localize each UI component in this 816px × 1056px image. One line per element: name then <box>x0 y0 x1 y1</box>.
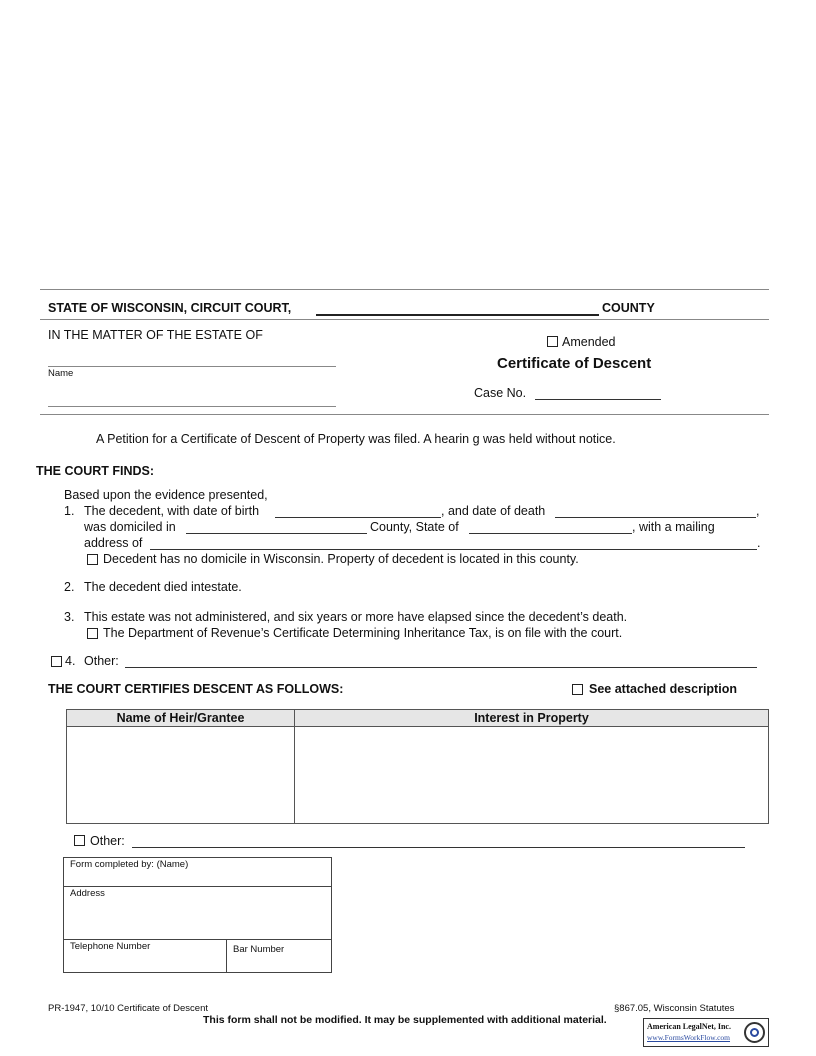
box-rule-1 <box>63 886 332 887</box>
publisher-logo <box>643 1018 769 1047</box>
amended-label: Amended <box>562 335 616 349</box>
case-no-field[interactable] <box>535 399 661 400</box>
header-rule <box>40 319 769 320</box>
telephone-label: Telephone Number <box>70 941 151 952</box>
form-id: PR-1947, 10/10 Certificate of Descent <box>48 1003 209 1014</box>
see-attached-checkbox[interactable] <box>572 684 583 695</box>
box-divider <box>226 939 227 973</box>
no-domicile-checkbox[interactable] <box>87 554 98 565</box>
case-no-label: Case No. <box>474 386 527 400</box>
domicile-state-field[interactable] <box>469 533 632 534</box>
bar-number-label: Bar Number <box>233 944 285 955</box>
table-row <box>67 727 769 824</box>
address-box-label: Address <box>70 888 105 899</box>
completed-by-box <box>63 857 332 973</box>
domicile-county-field[interactable] <box>186 533 367 534</box>
period: . <box>757 536 761 550</box>
estate-matter-label: IN THE MATTER OF THE ESTATE OF <box>48 328 263 342</box>
finding-2-number: 2. <box>64 580 75 594</box>
publisher-seal-icon <box>744 1022 765 1043</box>
not-administered-statement: This estate was not administered, and six years or more have elapsed since the decedent’s death. <box>84 610 628 624</box>
address-label: address of <box>84 536 143 550</box>
amended-checkbox[interactable] <box>547 336 558 347</box>
no-domicile-label: Decedent has no domicile in Wisconsin. Property of decedent is located in this county. <box>103 552 579 566</box>
comma: , <box>756 504 760 518</box>
mailing-label: , with a mailing <box>632 520 715 534</box>
interest-cell[interactable] <box>295 727 769 824</box>
modification-notice: This form shall not be modified. It may be supplemented with additional material. <box>203 1014 607 1026</box>
other-descent-field[interactable] <box>132 847 745 848</box>
other-finding-label: Other: <box>84 654 119 668</box>
heir-name-cell[interactable] <box>67 727 295 824</box>
domiciled-label: was domiciled in <box>84 520 176 534</box>
other-finding-field[interactable] <box>125 667 757 668</box>
name-label: Name <box>48 368 74 379</box>
publisher-name: American LegalNet, Inc. <box>647 1022 731 1031</box>
interest-column-header: Interest in Property <box>295 710 769 727</box>
other-descent-checkbox[interactable] <box>74 835 85 846</box>
other-descent-label: Other: <box>90 834 125 848</box>
court-label: STATE OF WISCONSIN, CIRCUIT COURT, <box>48 301 292 315</box>
revenue-certificate-checkbox[interactable] <box>87 628 98 639</box>
box-rule-2 <box>63 939 332 940</box>
top-rule <box>40 289 769 290</box>
county-label: COUNTY <box>602 301 655 315</box>
finding-1-number: 1. <box>64 504 75 518</box>
other-finding-checkbox[interactable] <box>51 656 62 667</box>
heir-name-column-header: Name of Heir/Grantee <box>67 710 295 727</box>
certifies-descent-heading: THE COURT CERTIFIES DESCENT AS FOLLOWS: <box>48 682 344 696</box>
county-state-label: County, State of <box>370 520 459 534</box>
revenue-certificate-label: The Department of Revenue’s Certificate Determining Inheritance Tax, is on file with the court. <box>103 626 623 640</box>
death-date-label: , and date of death <box>441 504 546 518</box>
caption-rule <box>40 414 769 415</box>
decedent-name-field-2[interactable] <box>48 406 336 407</box>
intestate-statement: The decedent died intestate. <box>84 580 242 594</box>
form-completed-label: Form completed by: (Name) <box>70 859 189 870</box>
death-date-field[interactable] <box>555 517 756 518</box>
birth-date-field[interactable] <box>275 517 441 518</box>
county-field[interactable] <box>316 314 599 316</box>
statute-reference: §867.05, Wisconsin Statutes <box>614 1003 735 1014</box>
page-title: Certificate of Descent <box>497 355 652 372</box>
see-attached-label: See attached description <box>589 682 737 696</box>
decedent-name-field[interactable] <box>48 366 336 367</box>
mailing-address-field[interactable] <box>150 549 757 550</box>
finding-3-number: 3. <box>64 610 75 624</box>
petition-statement: A Petition for a Certificate of Descent of Property was filed. A hearin g was held without notice. <box>96 432 616 446</box>
evidence-statement: Based upon the evidence presented, <box>64 488 268 502</box>
publisher-url: www.FormsWorkFlow.com <box>647 1033 731 1042</box>
court-finds-heading: THE COURT FINDS: <box>36 464 155 478</box>
heirs-table <box>66 709 769 824</box>
finding-4-number: 4. <box>65 654 76 668</box>
birth-date-label: The decedent, with date of birth <box>84 504 260 518</box>
